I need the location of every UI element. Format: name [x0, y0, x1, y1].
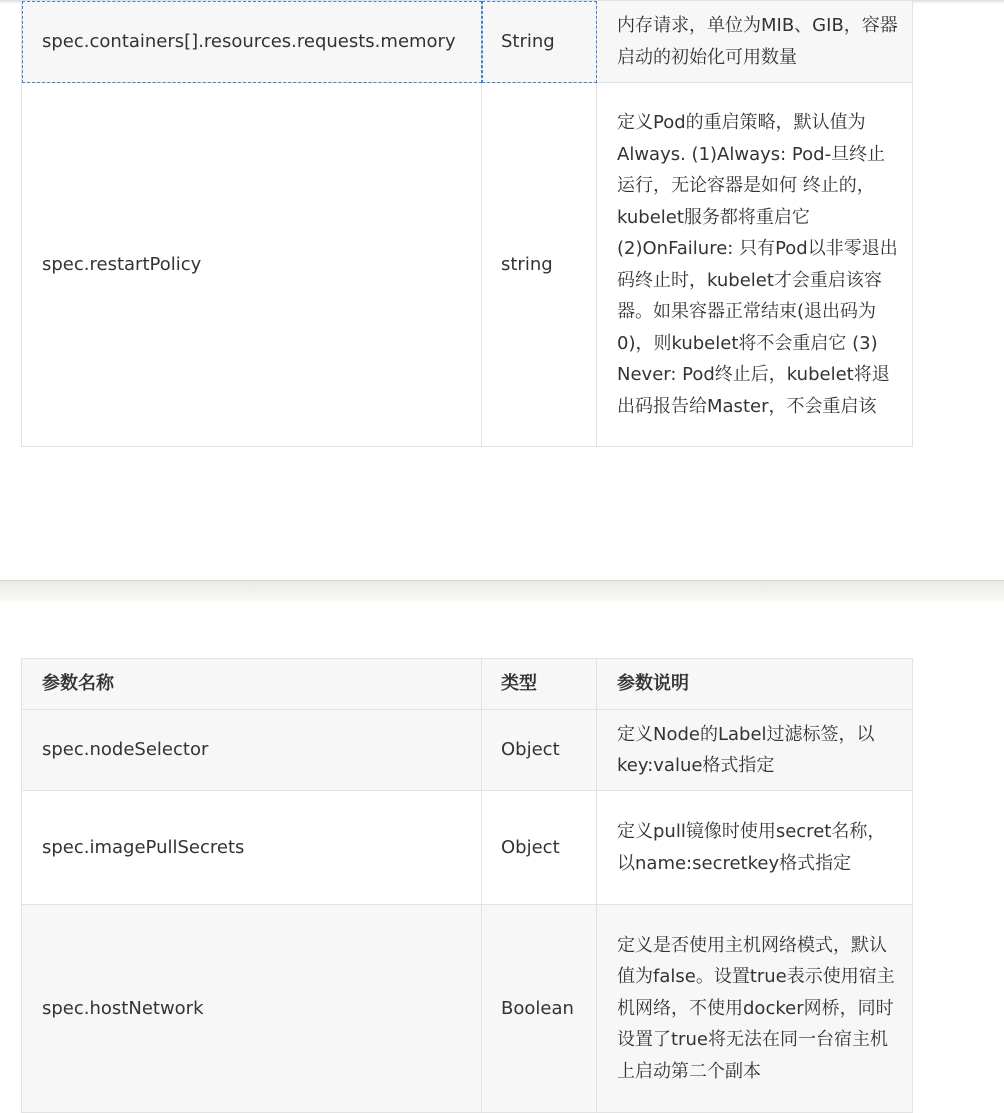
table-row [22, 1, 913, 83]
param-type-cell: Object [482, 791, 597, 905]
param-description-cell: 定义Pod的重启策略，默认值为Always. (1)Always: Pod-旦终止运行，无论容器是如何 终止的，kubelet服务都将重启它(2)OnFailure: 只有Pod以非零退出码终止时，kubelet才会重启该容器。如果容器正常结束(退出码为0)，则kubelet将不会重启它 (3) Never: Pod终止后，kubelet将退出码报告给Master，不会重启该 [597, 83, 913, 447]
param-name-cell: spec.restartPolicy [22, 83, 482, 447]
param-name-cell[interactable]: spec.containers[].resources.requests.memory [22, 1, 482, 83]
params-table-bottom [21, 658, 913, 1113]
param-name-cell: spec.hostNetwork [22, 905, 482, 1113]
param-name-cell: spec.imagePullSecrets [22, 791, 482, 905]
param-name-cell: spec.nodeSelector [22, 710, 482, 791]
param-type-cell: Object [482, 710, 597, 791]
param-description-cell: 定义pull镜像时使用secret名称，以name:secretkey格式指定 [597, 791, 913, 905]
param-description-cell: 内存请求，单位为MIB、GIB，容器启动的初始化可用数量 [597, 1, 913, 83]
header-param-type: 类型 [482, 659, 597, 710]
param-type-cell[interactable]: String [482, 1, 597, 83]
table-row [22, 83, 913, 447]
header-param-description: 参数说明 [597, 659, 913, 710]
table-row [22, 791, 913, 905]
param-description-cell: 定义Node的Label过滤标签，以key:value格式指定 [597, 710, 913, 791]
params-table-top [21, 0, 913, 447]
header-param-name: 参数名称 [22, 659, 482, 710]
param-description-cell: 定义是否使用主机网络模式，默认值为false。设置true表示使用宿主机网络，不使用docker网桥，同时设置了true将无法在同一台宿主机 上启动第二个副本 [597, 905, 913, 1113]
table-header-row [22, 659, 913, 710]
table-row [22, 905, 913, 1113]
param-type-cell: string [482, 83, 597, 447]
table-row [22, 710, 913, 791]
param-type-cell: Boolean [482, 905, 597, 1113]
section-divider [0, 580, 1004, 601]
